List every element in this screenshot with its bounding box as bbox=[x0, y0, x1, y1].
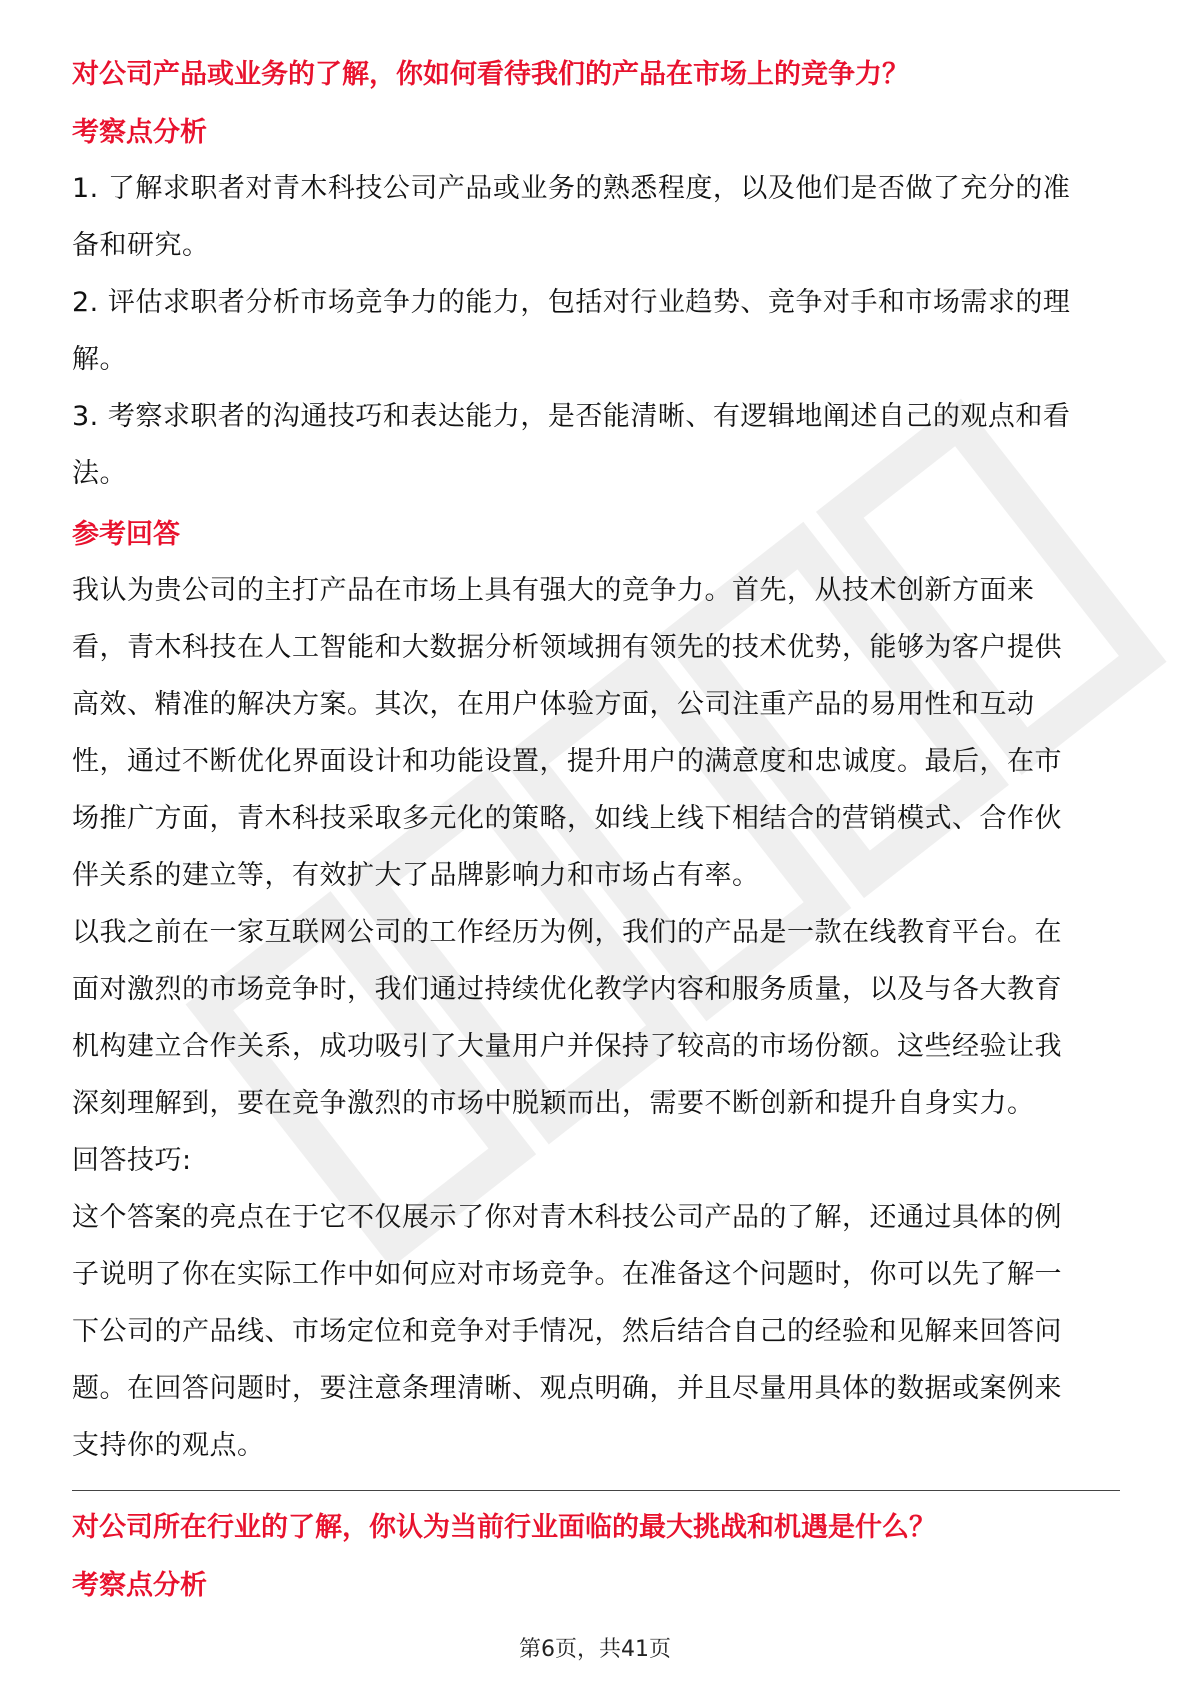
answer-line: 高效、精准的解决方案。其次，在用户体验方面，公司注重产品的易用性和互动 bbox=[72, 689, 1035, 720]
analysis-line: 3. 考察求职者的沟通技巧和表达能力，是否能清晰、有逻辑地阐述自己的观点和看 bbox=[72, 401, 1071, 432]
analysis-line: 备和研究。 bbox=[72, 230, 210, 261]
document-page bbox=[72, 50, 1122, 1613]
q1-tips-label: 回答技巧: bbox=[72, 1145, 192, 1176]
analysis-line: 法。 bbox=[72, 458, 127, 489]
question-2-title: 对公司所在行业的了解，你认为当前行业面临的最大挑战和机遇是什么？ bbox=[72, 1512, 936, 1543]
section-divider bbox=[72, 1490, 1120, 1491]
answer-line: 看，青木科技在人工智能和大数据分析领域拥有领先的技术优势，能够为客户提供 bbox=[72, 632, 1062, 663]
q1-tips-paragraph bbox=[72, 1189, 1122, 1474]
answer-line: 性，通过不断优化界面设计和功能设置，提升用户的满意度和忠诚度。最后，在市 bbox=[72, 746, 1062, 777]
tips-line: 子说明了你在实际工作中如何应对市场竞争。在准备这个问题时，你可以先了解一 bbox=[72, 1259, 1062, 1290]
analysis-line: 1. 了解求职者对青木科技公司产品或业务的熟悉程度，以及他们是否做了充分的准 bbox=[72, 173, 1071, 204]
page-number: 第6页，共41页 bbox=[519, 1637, 671, 1662]
q1-analysis-list bbox=[72, 160, 1122, 502]
tips-line: 下公司的产品线、市场定位和竞争对手情况，然后结合自己的经验和见解来回答问 bbox=[72, 1316, 1062, 1347]
tips-line: 题。在回答问题时，要注意条理清晰、观点明确，并且尽量用具体的数据或案例来 bbox=[72, 1373, 1062, 1404]
answer-line: 伴关系的建立等，有效扩大了品牌影响力和市场占有率。 bbox=[72, 860, 760, 891]
analysis-line: 2. 评估求职者分析市场竞争力的能力，包括对行业趋势、竞争对手和市场需求的理 bbox=[72, 287, 1071, 318]
q1-answer-paragraph-2 bbox=[72, 904, 1122, 1132]
answer-line: 场推广方面，青木科技采取多元化的策略，如线上线下相结合的营销模式、合作伙 bbox=[72, 803, 1062, 834]
question-1-title: 对公司产品或业务的了解，你如何看待我们的产品在市场上的竞争力？ bbox=[72, 59, 909, 90]
tips-line: 支持你的观点。 bbox=[72, 1430, 265, 1461]
q2-analysis-heading: 考察点分析 bbox=[72, 1570, 207, 1601]
answer-line: 面对激烈的市场竞争时，我们通过持续优化教学内容和服务质量，以及与各大教育 bbox=[72, 974, 1062, 1005]
answer-line: 深刻理解到，要在竞争激烈的市场中脱颖而出，需要不断创新和提升自身实力。 bbox=[72, 1088, 1035, 1119]
answer-line: 我认为贵公司的主打产品在市场上具有强大的竞争力。首先，从技术创新方面来 bbox=[72, 575, 1035, 606]
q1-answer-paragraph-1 bbox=[72, 562, 1122, 904]
answer-line: 机构建立合作关系，成功吸引了大量用户并保持了较高的市场份额。这些经验让我 bbox=[72, 1031, 1062, 1062]
analysis-line: 解。 bbox=[72, 344, 127, 375]
q1-analysis-heading: 考察点分析 bbox=[72, 117, 207, 148]
q1-answer-heading: 参考回答 bbox=[72, 519, 180, 550]
tips-line: 这个答案的亮点在于它不仅展示了你对青木科技公司产品的了解，还通过具体的例 bbox=[72, 1202, 1062, 1233]
answer-line: 以我之前在一家互联网公司的工作经历为例，我们的产品是一款在线教育平台。在 bbox=[72, 917, 1062, 948]
